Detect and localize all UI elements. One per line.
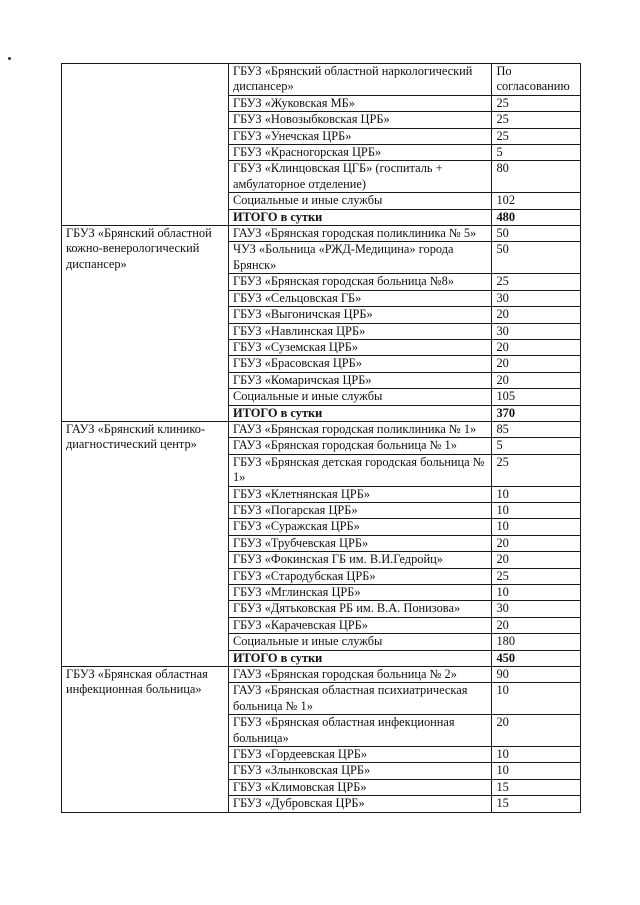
value-cell: 80 [492, 161, 581, 193]
value-cell: 5 [492, 145, 581, 161]
destination-cell: ГБУЗ «Комаричская ЦРБ» [228, 372, 492, 388]
table-row [62, 226, 581, 242]
destination-cell: ГБУЗ «Дубровская ЦРБ» [228, 796, 492, 812]
destination-cell: ГБУЗ «Дятьковская РБ им. В.А. Понизова» [228, 601, 492, 617]
value-cell: 105 [492, 389, 581, 405]
value-cell: 102 [492, 193, 581, 209]
destination-cell: ГБУЗ «Злынковская ЦРБ» [228, 763, 492, 779]
destination-cell: ГБУЗ «Мглинская ЦРБ» [228, 585, 492, 601]
total-label: ИТОГО в сутки [228, 405, 492, 421]
destination-cell: ГБУЗ «Новозыбковская ЦРБ» [228, 112, 492, 128]
value-cell: 25 [492, 112, 581, 128]
value-cell: 90 [492, 667, 581, 683]
value-cell: 20 [492, 372, 581, 388]
destination-cell: ГБУЗ «Гордеевская ЦРБ» [228, 747, 492, 763]
value-cell: 20 [492, 552, 581, 568]
destination-cell: ГАУЗ «Брянская городская больница № 1» [228, 438, 492, 454]
value-cell: 10 [492, 763, 581, 779]
value-cell: 10 [492, 747, 581, 763]
destination-cell: ГБУЗ «Брянская детская городская больница № 1» [228, 454, 492, 486]
value-cell: 25 [492, 274, 581, 290]
value-cell: 180 [492, 634, 581, 650]
table-row [62, 421, 581, 437]
value-cell: 25 [492, 454, 581, 486]
value-cell: 20 [492, 356, 581, 372]
value-cell: 15 [492, 779, 581, 795]
value-cell: 25 [492, 128, 581, 144]
destination-cell: ГБУЗ «Сельцовская ГБ» [228, 290, 492, 306]
destination-cell: ГБУЗ «Суражская ЦРБ» [228, 519, 492, 535]
value-cell: 15 [492, 796, 581, 812]
destination-cell: ГБУЗ «Выгоничская ЦРБ» [228, 307, 492, 323]
value-cell: 20 [492, 617, 581, 633]
value-cell: 30 [492, 601, 581, 617]
destination-cell: Социальные и иные службы [228, 634, 492, 650]
scan-speck [8, 57, 11, 60]
institution-cell: ГБУЗ «Брянская областная инфекционная больница» [62, 667, 229, 813]
destination-cell: ЧУЗ «Больница «РЖД-Медицина» города Брянск» [228, 242, 492, 274]
destination-cell: ГАУЗ «Брянская городская больница № 2» [228, 667, 492, 683]
destination-cell: ГБУЗ «Стародубская ЦРБ» [228, 568, 492, 584]
destination-cell: ГБУЗ «Суземская ЦРБ» [228, 339, 492, 355]
value-cell: 5 [492, 438, 581, 454]
value-cell: 20 [492, 339, 581, 355]
value-cell: 20 [492, 307, 581, 323]
destination-cell: ГАУЗ «Брянская городская поликлиника № 1» [228, 421, 492, 437]
destination-cell: Социальные и иные службы [228, 389, 492, 405]
destination-cell: ГБУЗ «Брасовская ЦРБ» [228, 356, 492, 372]
value-cell: 30 [492, 290, 581, 306]
total-label: ИТОГО в сутки [228, 209, 492, 225]
value-cell: По согласованию [492, 64, 581, 96]
destination-cell: ГБУЗ «Карачевская ЦРБ» [228, 617, 492, 633]
value-cell: 25 [492, 95, 581, 111]
institution-cell [62, 64, 229, 226]
destination-cell: ГБУЗ «Климовская ЦРБ» [228, 779, 492, 795]
destination-cell: ГАУЗ «Брянская областная психиатрическая больница № 1» [228, 683, 492, 715]
value-cell: 10 [492, 585, 581, 601]
destination-cell: Социальные и иные службы [228, 193, 492, 209]
value-cell: 10 [492, 683, 581, 715]
total-value: 450 [492, 650, 581, 666]
destination-cell: ГБУЗ «Жуковская МБ» [228, 95, 492, 111]
destination-cell: ГБУЗ «Брянская городская больница №8» [228, 274, 492, 290]
value-cell: 50 [492, 226, 581, 242]
destination-cell: ГБУЗ «Погарская ЦРБ» [228, 502, 492, 518]
value-cell: 25 [492, 568, 581, 584]
table-row [62, 64, 581, 96]
institution-cell: ГБУЗ «Брянский областной кожно-венерологический диспансер» [62, 226, 229, 422]
destination-cell: ГБУЗ «Трубчевская ЦРБ» [228, 535, 492, 551]
value-cell: 20 [492, 535, 581, 551]
destination-cell: ГБУЗ «Красногорская ЦРБ» [228, 145, 492, 161]
destination-cell: ГБУЗ «Навлинская ЦРБ» [228, 323, 492, 339]
value-cell: 10 [492, 519, 581, 535]
destination-cell: ГБУЗ «Фокинская ГБ им. В.И.Гедройц» [228, 552, 492, 568]
total-value: 480 [492, 209, 581, 225]
value-cell: 30 [492, 323, 581, 339]
destination-cell: ГБУЗ «Унечская ЦРБ» [228, 128, 492, 144]
value-cell: 20 [492, 715, 581, 747]
destination-cell: ГБУЗ «Клинцовская ЦГБ» (госпиталь + амбулаторное отделение) [228, 161, 492, 193]
total-value: 370 [492, 405, 581, 421]
institution-cell: ГАУЗ «Брянский клинико-диагностический центр» [62, 421, 229, 666]
destination-cell: ГАУЗ «Брянская городская поликлиника № 5» [228, 226, 492, 242]
destination-cell: ГБУЗ «Клетнянская ЦРБ» [228, 486, 492, 502]
value-cell: 85 [492, 421, 581, 437]
table-body [62, 64, 581, 813]
table-row [62, 667, 581, 683]
destination-cell: ГБУЗ «Брянский областной наркологический диспансер» [228, 64, 492, 96]
distribution-table [61, 63, 581, 813]
destination-cell: ГБУЗ «Брянская областная инфекционная больница» [228, 715, 492, 747]
value-cell: 50 [492, 242, 581, 274]
total-label: ИТОГО в сутки [228, 650, 492, 666]
value-cell: 10 [492, 502, 581, 518]
value-cell: 10 [492, 486, 581, 502]
